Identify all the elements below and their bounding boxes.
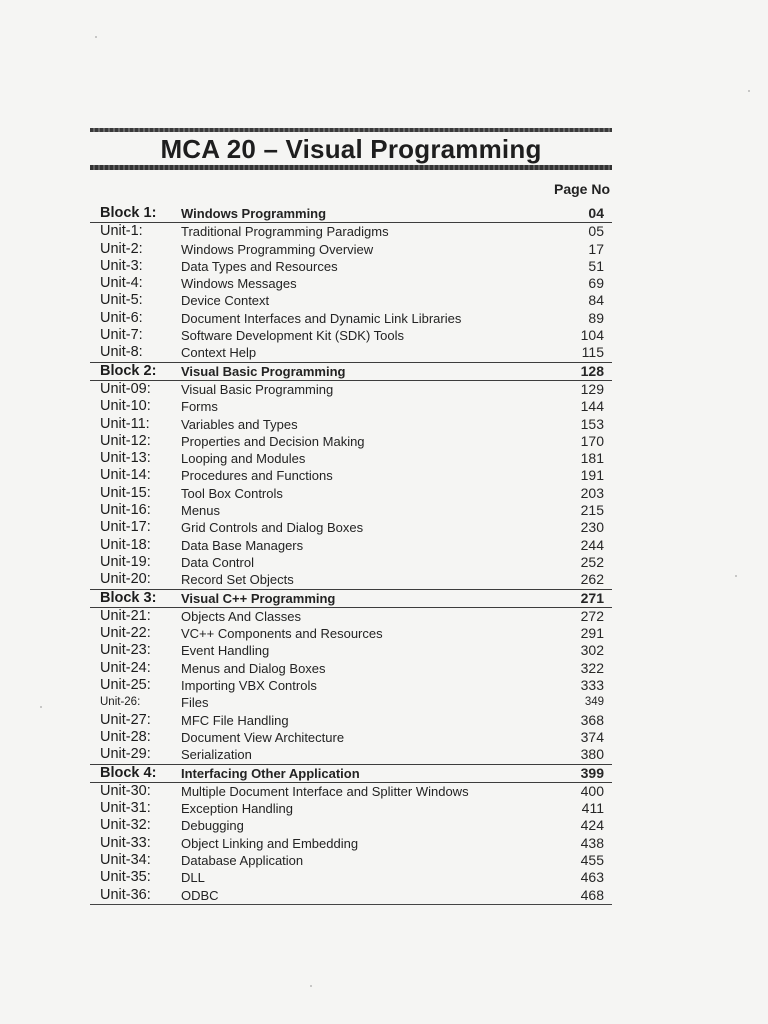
unit-title: DLL bbox=[181, 870, 205, 886]
page-number: 463 bbox=[580, 869, 604, 886]
unit-title: VC++ Components and Resources bbox=[181, 626, 383, 642]
scan-speck bbox=[310, 985, 312, 987]
unit-title: Data Types and Resources bbox=[181, 258, 338, 274]
page-number: 468 bbox=[580, 886, 604, 903]
page-number: 374 bbox=[580, 728, 604, 745]
toc-unit-row bbox=[90, 292, 612, 309]
page-number: 115 bbox=[581, 344, 604, 361]
scan-speck bbox=[95, 36, 97, 38]
toc-block-row bbox=[90, 765, 612, 783]
toc-unit-row bbox=[90, 677, 612, 694]
toc-unit-row bbox=[90, 223, 612, 240]
page-number: 252 bbox=[580, 553, 604, 570]
unit-number: Unit-14: bbox=[100, 467, 151, 484]
unit-title: Document Interfaces and Dynamic Link Libraries bbox=[181, 310, 462, 326]
table-of-contents bbox=[90, 205, 612, 905]
page-number: 05 bbox=[588, 223, 604, 240]
unit-title: Debugging bbox=[181, 818, 244, 834]
unit-number: Unit-26: bbox=[100, 696, 141, 709]
unit-number: Unit-33: bbox=[100, 834, 151, 851]
toc-unit-row bbox=[90, 625, 612, 642]
toc-unit-row bbox=[90, 554, 612, 571]
unit-title: Software Development Kit (SDK) Tools bbox=[181, 328, 405, 344]
unit-number: Unit-12: bbox=[100, 432, 151, 449]
page-number: 04 bbox=[588, 205, 604, 221]
toc-unit-row bbox=[90, 327, 612, 344]
unit-title: Device Context bbox=[181, 293, 270, 309]
unit-title: Visual Basic Programming bbox=[181, 381, 334, 397]
unit-number: Unit-2: bbox=[100, 240, 143, 257]
toc-unit-row bbox=[90, 450, 612, 467]
unit-title: Importing VBX Controls bbox=[181, 678, 317, 694]
unit-number: Unit-16: bbox=[100, 502, 151, 519]
unit-number: Unit-09: bbox=[100, 380, 151, 397]
unit-number: Unit-10: bbox=[100, 398, 151, 415]
toc-unit-row bbox=[90, 310, 612, 327]
page-number: 89 bbox=[588, 309, 604, 326]
page-number: 69 bbox=[588, 275, 604, 292]
toc-unit-row bbox=[90, 571, 612, 589]
unit-number: Unit-15: bbox=[100, 484, 151, 501]
toc-unit-row bbox=[90, 852, 612, 869]
page-number: 215 bbox=[580, 502, 604, 519]
unit-title: Menus and Dialog Boxes bbox=[181, 660, 326, 676]
title-rule-bottom bbox=[90, 165, 612, 170]
toc-unit-row bbox=[90, 433, 612, 450]
toc-unit-row bbox=[90, 344, 612, 362]
page-number: 203 bbox=[580, 484, 604, 501]
scan-speck bbox=[735, 575, 737, 577]
unit-title: Tool Box Controls bbox=[181, 485, 283, 501]
toc-unit-row bbox=[90, 746, 612, 764]
unit-title: Objects And Classes bbox=[181, 608, 301, 624]
page-number: 271 bbox=[580, 589, 604, 606]
page-number: 400 bbox=[580, 782, 604, 799]
page-number: 322 bbox=[580, 659, 604, 676]
unit-title: Record Set Objects bbox=[181, 572, 294, 588]
document-title: MCA 20 – Visual Programming bbox=[160, 134, 542, 164]
page-number: 170 bbox=[580, 432, 604, 449]
toc-unit-row bbox=[90, 835, 612, 852]
unit-number: Unit-5: bbox=[100, 292, 143, 309]
unit-title: Forms bbox=[181, 399, 218, 415]
unit-title: Event Handling bbox=[181, 643, 270, 659]
unit-title: Object Linking and Embedding bbox=[181, 835, 359, 851]
unit-number: Unit-23: bbox=[100, 642, 151, 659]
page-number: 230 bbox=[580, 519, 604, 536]
toc-unit-row bbox=[90, 502, 612, 519]
unit-number: Unit-22: bbox=[100, 625, 151, 642]
unit-number: Unit-6: bbox=[100, 309, 143, 326]
toc-unit-row bbox=[90, 416, 612, 433]
page-number: 349 bbox=[584, 696, 604, 709]
page-number: 153 bbox=[580, 415, 604, 432]
unit-number: Unit-3: bbox=[100, 257, 143, 274]
unit-number: Unit-18: bbox=[100, 536, 151, 553]
page-number: 333 bbox=[580, 677, 604, 694]
unit-number: Unit-21: bbox=[100, 607, 151, 624]
block-number: Block 4: bbox=[100, 764, 157, 781]
unit-title: Files bbox=[181, 695, 209, 711]
toc-unit-row bbox=[90, 485, 612, 502]
toc-block-row bbox=[90, 363, 612, 381]
toc-unit-row bbox=[90, 467, 612, 484]
toc-unit-row bbox=[90, 800, 612, 817]
toc-unit-row bbox=[90, 660, 612, 677]
page-number: 302 bbox=[580, 642, 604, 659]
unit-title: Serialization bbox=[181, 747, 252, 763]
unit-title: Windows Messages bbox=[181, 276, 297, 292]
toc-unit-row bbox=[90, 275, 612, 292]
unit-number: Unit-24: bbox=[100, 659, 151, 676]
block-number: Block 1: bbox=[100, 205, 157, 221]
toc-unit-row bbox=[90, 519, 612, 536]
page-number: 291 bbox=[580, 625, 604, 642]
unit-title: ODBC bbox=[181, 887, 219, 903]
unit-number: Unit-4: bbox=[100, 275, 143, 292]
unit-number: Unit-8: bbox=[100, 344, 143, 361]
unit-number: Unit-36: bbox=[100, 886, 151, 903]
toc-unit-row bbox=[90, 694, 612, 711]
page-number: 128 bbox=[580, 362, 604, 379]
unit-title: MFC File Handling bbox=[181, 712, 289, 728]
unit-number: Unit-30: bbox=[100, 782, 151, 799]
unit-title: Grid Controls and Dialog Boxes bbox=[181, 520, 364, 536]
toc-block-row bbox=[90, 590, 612, 608]
toc-unit-row bbox=[90, 537, 612, 554]
toc-unit-row bbox=[90, 712, 612, 729]
unit-number: Unit-27: bbox=[100, 711, 151, 728]
page-number: 244 bbox=[580, 536, 604, 553]
page-number: 129 bbox=[580, 380, 604, 397]
toc-unit-row bbox=[90, 783, 612, 800]
unit-number: Unit-17: bbox=[100, 519, 151, 536]
page-no-header: Page No bbox=[553, 181, 610, 197]
toc-unit-row bbox=[90, 869, 612, 886]
unit-number: Unit-19: bbox=[100, 553, 151, 570]
page-number: 368 bbox=[580, 711, 604, 728]
page-number: 380 bbox=[580, 746, 604, 763]
unit-number: Unit-32: bbox=[100, 817, 151, 834]
scan-speck bbox=[40, 706, 42, 708]
page-number: 455 bbox=[580, 851, 604, 868]
unit-title: Multiple Document Interface and Splitter Windows bbox=[181, 783, 469, 799]
unit-number: Unit-25: bbox=[100, 677, 151, 694]
unit-title: Document View Architecture bbox=[181, 729, 345, 745]
page-number: 438 bbox=[580, 834, 604, 851]
page-number: 84 bbox=[588, 292, 604, 309]
unit-title: Variables and Types bbox=[181, 416, 298, 432]
page-number: 399 bbox=[580, 764, 604, 781]
block-number: Block 3: bbox=[100, 589, 157, 606]
unit-number: Unit-13: bbox=[100, 450, 151, 467]
unit-title: Traditional Programming Paradigms bbox=[181, 224, 389, 240]
unit-number: Unit-34: bbox=[100, 851, 151, 868]
toc-unit-row bbox=[90, 381, 612, 398]
unit-number: Unit-28: bbox=[100, 728, 151, 745]
unit-title: Properties and Decision Making bbox=[181, 433, 365, 449]
unit-title: Data Control bbox=[181, 554, 254, 570]
toc-unit-row bbox=[90, 398, 612, 415]
toc-unit-row bbox=[90, 642, 612, 659]
unit-number: Unit-20: bbox=[100, 571, 151, 588]
unit-title: Context Help bbox=[181, 345, 257, 361]
toc-unit-row bbox=[90, 887, 612, 905]
page-number: 51 bbox=[588, 257, 604, 274]
unit-title: Procedures and Functions bbox=[181, 468, 333, 484]
unit-title: Exception Handling bbox=[181, 801, 294, 817]
block-title: Interfacing Other Application bbox=[181, 765, 360, 781]
block-title: Visual C++ Programming bbox=[181, 590, 336, 606]
unit-title: Windows Programming Overview bbox=[181, 241, 374, 257]
toc-unit-row bbox=[90, 729, 612, 746]
toc-unit-row bbox=[90, 608, 612, 625]
unit-title: Menus bbox=[181, 503, 221, 519]
title-rule-top bbox=[90, 128, 612, 132]
unit-number: Unit-35: bbox=[100, 869, 151, 886]
page-number: 181 bbox=[580, 450, 604, 467]
toc-unit-row bbox=[90, 258, 612, 275]
scan-speck bbox=[748, 90, 750, 92]
unit-title: Database Application bbox=[181, 852, 304, 868]
page-number: 104 bbox=[580, 327, 604, 344]
block-title: Windows Programming bbox=[181, 206, 327, 221]
unit-number: Unit-29: bbox=[100, 746, 151, 763]
page-number: 191 bbox=[580, 467, 604, 484]
toc-unit-row bbox=[90, 817, 612, 834]
toc-unit-row bbox=[90, 241, 612, 258]
page-number: 424 bbox=[580, 817, 604, 834]
unit-title: Looping and Modules bbox=[181, 451, 306, 467]
page-number: 262 bbox=[580, 571, 604, 588]
unit-number: Unit-1: bbox=[100, 223, 143, 240]
toc-block-row bbox=[90, 205, 612, 223]
page-number: 144 bbox=[580, 398, 604, 415]
block-number: Block 2: bbox=[100, 362, 157, 379]
page-number: 17 bbox=[588, 240, 604, 257]
unit-number: Unit-31: bbox=[100, 800, 151, 817]
unit-title: Data Base Managers bbox=[181, 537, 304, 553]
block-title: Visual Basic Programming bbox=[181, 363, 346, 379]
page-number: 411 bbox=[581, 800, 604, 817]
unit-number: Unit-7: bbox=[100, 327, 143, 344]
page-number: 272 bbox=[580, 607, 604, 624]
unit-number: Unit-11: bbox=[100, 415, 150, 432]
